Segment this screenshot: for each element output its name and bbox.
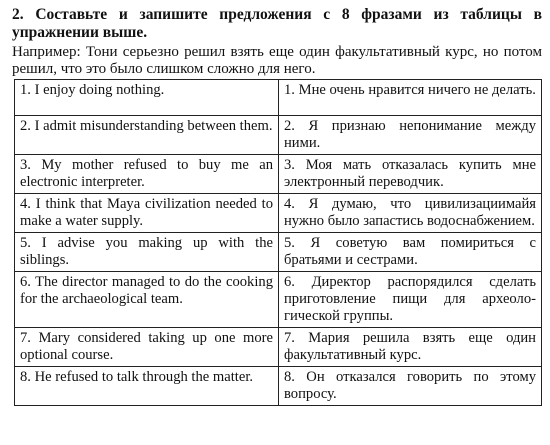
english-sentence: 8. He refused to talk through the matter. bbox=[15, 367, 279, 406]
english-sentence: 6. The director managed to do the cooking for the archaeological team. bbox=[15, 272, 279, 328]
table-row bbox=[15, 367, 542, 406]
table-row bbox=[15, 328, 542, 367]
exercise-instruction bbox=[12, 6, 542, 42]
english-sentence: 2. I admit misunderstanding between them. bbox=[15, 116, 279, 155]
table-row bbox=[15, 272, 542, 328]
table-row bbox=[15, 116, 542, 155]
russian-sentence: 2. Я признаю непонимание между ними. bbox=[279, 116, 542, 155]
english-sentence: 4. I think that Maya civilization needed to make a water supply. bbox=[15, 194, 279, 233]
russian-sentence: 4. Я думаю, что цивилизациимайя нужно было запастись водоснабжением. bbox=[279, 194, 542, 233]
table-row bbox=[15, 80, 542, 116]
russian-sentence: 3. Моя мать отказалась купить мне электронный переводчик. bbox=[279, 155, 542, 194]
russian-sentence: 8. Он отказался говорить по этому вопросу. bbox=[279, 367, 542, 406]
exercise-heading: Составьте и запишите предложения с 8 фразами из таблицы в упражнении выше. bbox=[12, 6, 542, 41]
english-sentence: 3. My mother refused to buy me an electronic interpreter. bbox=[15, 155, 279, 194]
russian-sentence: 7. Мария решила взять еще один факультативный курс. bbox=[279, 328, 542, 367]
table-row bbox=[15, 194, 542, 233]
russian-sentence: 1. Мне очень нравится ничего не делать. bbox=[279, 80, 542, 116]
example-text: Тони серьезно решил взять еще один факультативный курс, но потом решил, что это было слишком сложно для него. bbox=[12, 44, 543, 77]
example-label: Например: bbox=[12, 44, 81, 60]
english-sentence: 1. I enjoy doing nothing. bbox=[15, 80, 279, 116]
table-row bbox=[15, 233, 542, 272]
russian-sentence: 5. Я советую вам помириться с братьями и сестрами. bbox=[279, 233, 542, 272]
exercise-page bbox=[12, 6, 542, 406]
phrase-table bbox=[14, 79, 542, 406]
exercise-number: 2. bbox=[12, 6, 24, 23]
table-row bbox=[15, 155, 542, 194]
english-sentence: 5. I advise you making up with the siblings. bbox=[15, 233, 279, 272]
example-paragraph bbox=[12, 44, 542, 78]
russian-sentence: 6. Директор распорядился сделать приготовление пищи для археологической группы. bbox=[279, 272, 542, 328]
english-sentence: 7. Mary considered taking up one more optional course. bbox=[15, 328, 279, 367]
